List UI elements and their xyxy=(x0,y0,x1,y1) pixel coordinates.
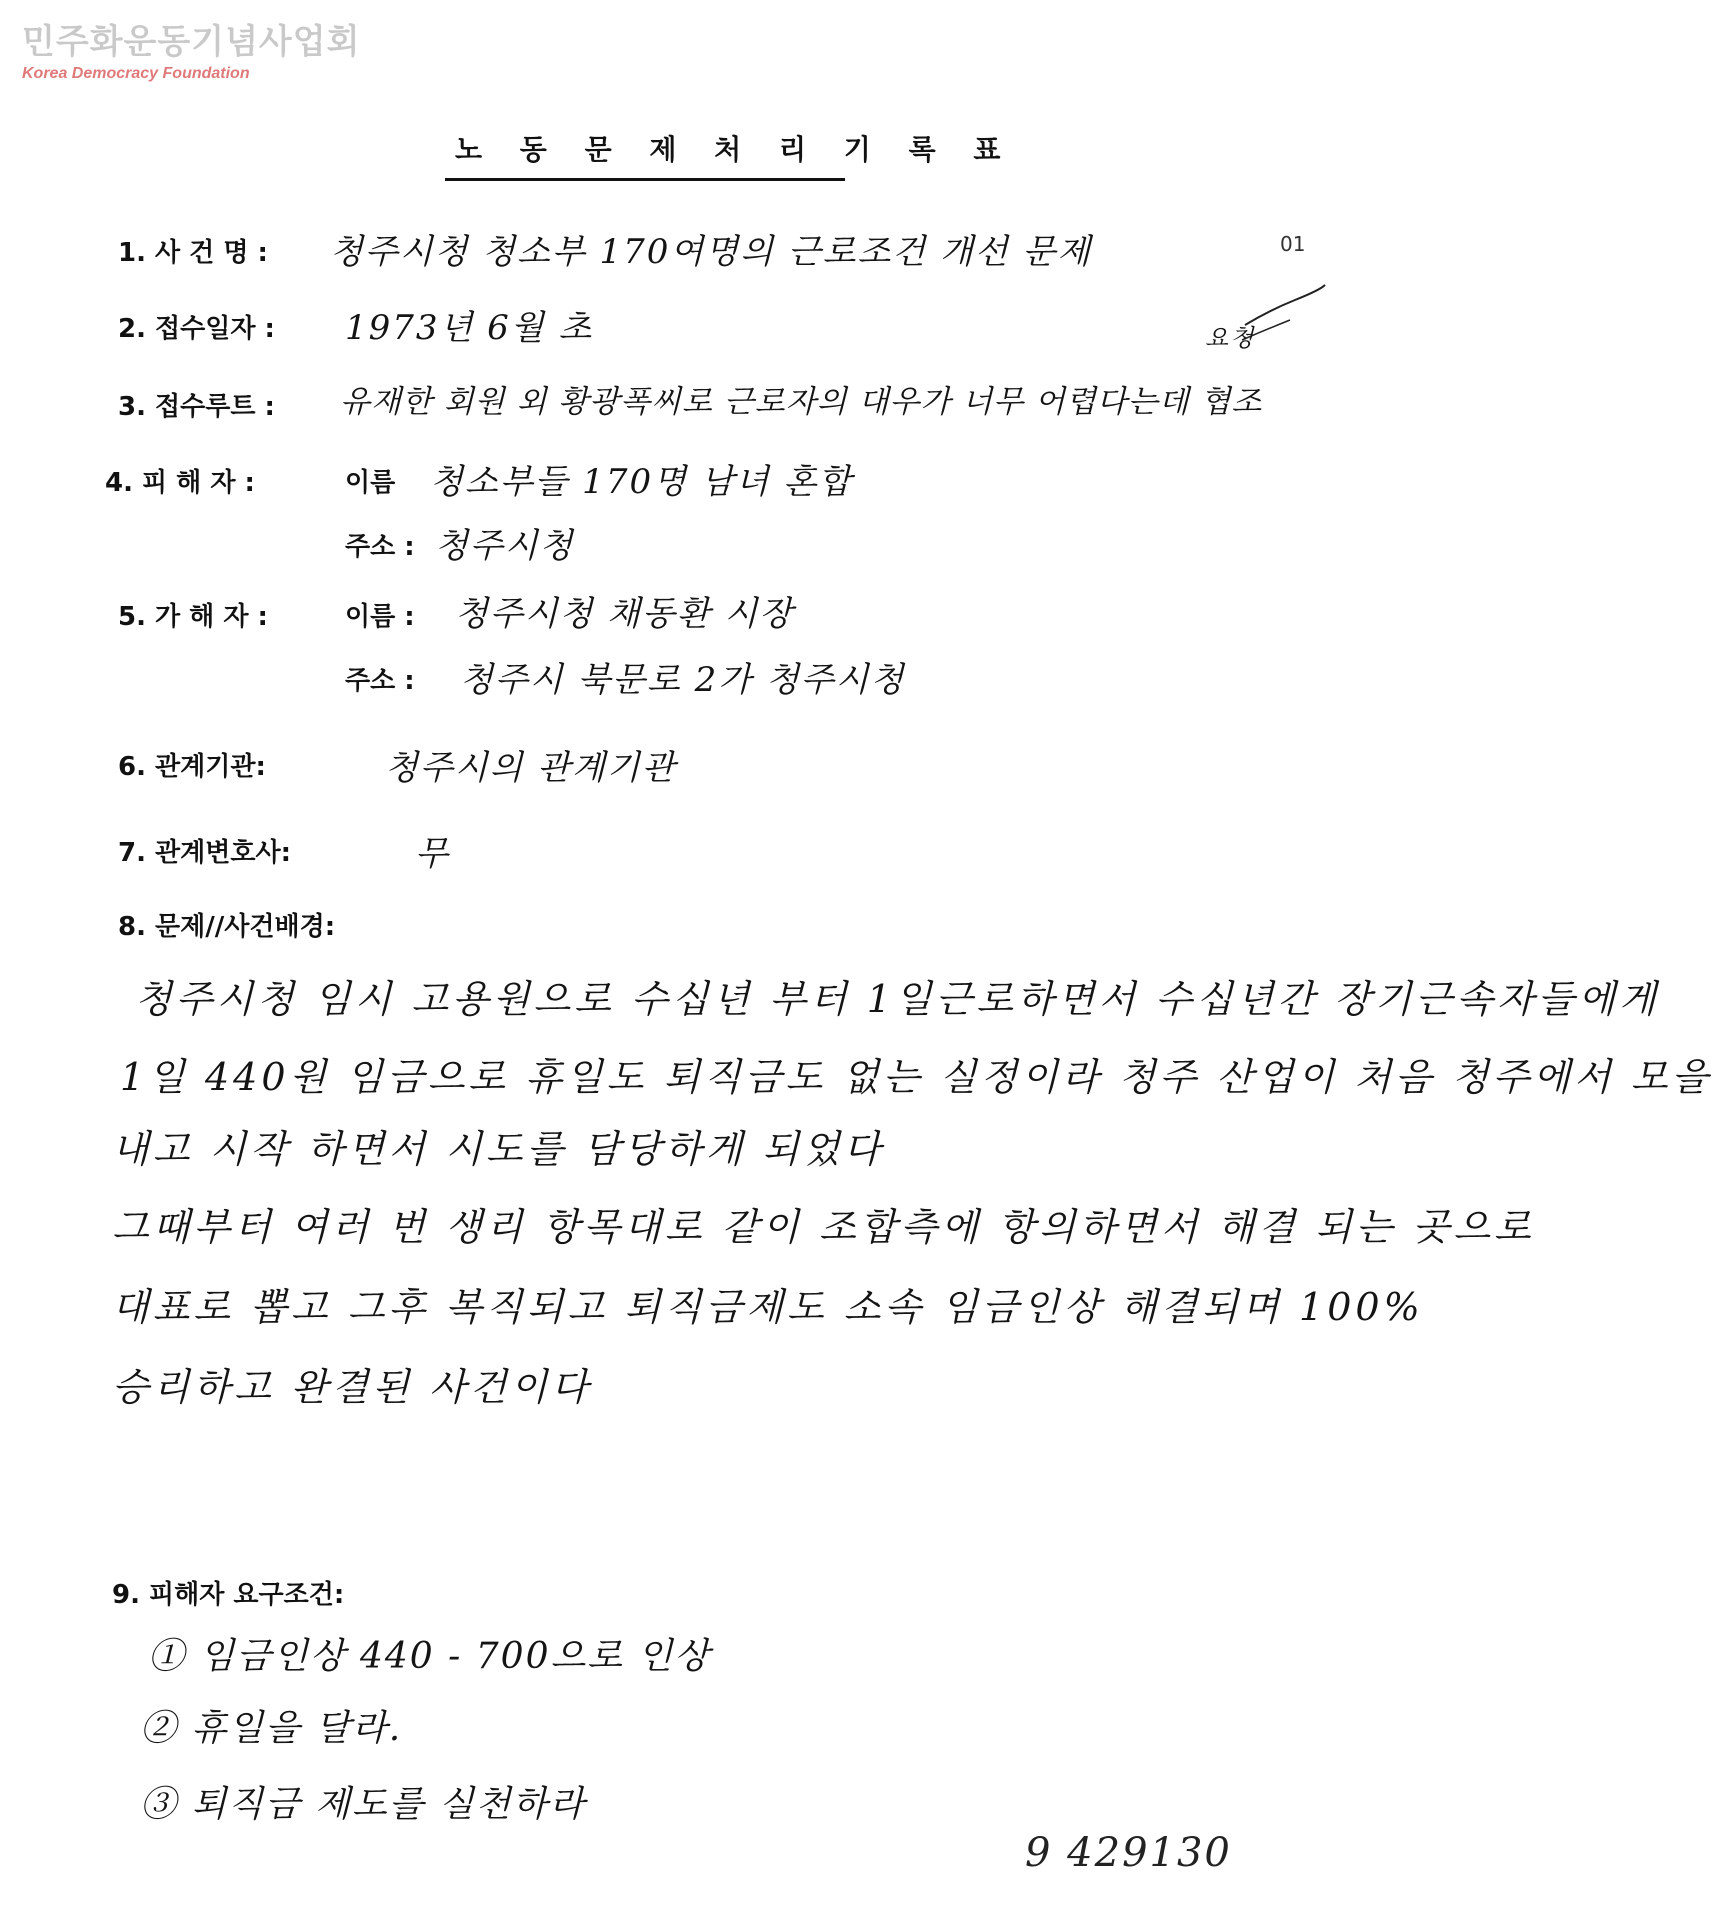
demand-item: ③ 퇴직금 제도를 실천하라 xyxy=(140,1784,587,1825)
demands-label: 9. 피해자 요구조건: xyxy=(112,1580,345,1610)
document-number: 9 429130 xyxy=(1025,1830,1232,1876)
related-agency-value: 청주시의 관계기관 xyxy=(385,748,677,788)
document-title: 노 동 문 제 처 리 기 록 표 xyxy=(455,133,1015,166)
victim-name-value: 청소부들 170명 남녀 혼합 xyxy=(430,462,853,502)
route-annotation: 요청 xyxy=(1205,324,1256,352)
offender-address-label: 주소 : xyxy=(345,666,415,696)
background-line: 청주시청 임시 고용원으로 수십년 부터 1일근로하면서 수십년간 장기근속자들에게 xyxy=(135,977,1660,1021)
watermark xyxy=(22,22,360,84)
background-line: 대표로 뽑고 그후 복직되고 퇴직금제도 소속 임금인상 해결되며 100% xyxy=(112,1285,1424,1329)
title-underline xyxy=(445,178,845,181)
background-line: 1일 440원 임금으로 휴일도 퇴직금도 없는 실정이라 청주 산업이 처음 청주에서 모을 xyxy=(120,1055,1712,1099)
received-date-label: 2. 접수일자 : xyxy=(118,314,275,344)
background-label: 8. 문제//사건배경: xyxy=(118,912,336,942)
victim-address-value: 청주시청 xyxy=(435,526,575,566)
received-date-value: 1973년 6월 초 xyxy=(345,308,594,348)
related-lawyer-label: 7. 관계변호사: xyxy=(118,838,291,868)
offender-address-value: 청주시 북문로 2가 청주시청 xyxy=(460,660,906,700)
received-route-value: 유재한 회원 외 황광폭씨로 근로자의 대우가 너무 어렵다는데 협조 xyxy=(340,384,1263,420)
background-line: 승리하고 완결된 사건이다 xyxy=(112,1365,592,1409)
victim-address-label: 주소 : xyxy=(345,532,415,562)
offender-label: 5. 가 해 자 : xyxy=(118,602,268,632)
demand-item: ① 임금인상 440 - 700으로 인상 xyxy=(148,1636,712,1677)
victim-label: 4. 피 해 자 : xyxy=(105,468,255,498)
corner-page-mark: 01 xyxy=(1280,232,1306,256)
offender-name-label: 이름 : xyxy=(345,602,415,632)
related-lawyer-value: 무 xyxy=(415,834,450,874)
received-route-label: 3. 접수루트 : xyxy=(118,392,275,422)
background-line: 내고 시작 하면서 시도를 담당하게 되었다 xyxy=(112,1127,885,1171)
demand-item: ② 휴일을 달라. xyxy=(140,1708,403,1749)
background-line: 그때부터 여러 번 생리 항목대로 같이 조합측에 항의하면서 해결 되는 곳으로 xyxy=(112,1205,1535,1249)
case-name-value: 청주시청 청소부 170여명의 근로조건 개선 문제 xyxy=(330,232,1093,272)
watermark-korean: 민주화운동기념사업회 xyxy=(22,22,361,62)
victim-name-label: 이름 xyxy=(345,468,396,498)
watermark-english: Korea Democracy Foundation xyxy=(22,65,250,82)
case-name-label: 1. 사 건 명 : xyxy=(118,238,268,268)
related-agency-label: 6. 관계기관: xyxy=(118,752,266,782)
offender-name-value: 청주시청 채동환 시장 xyxy=(455,594,795,634)
